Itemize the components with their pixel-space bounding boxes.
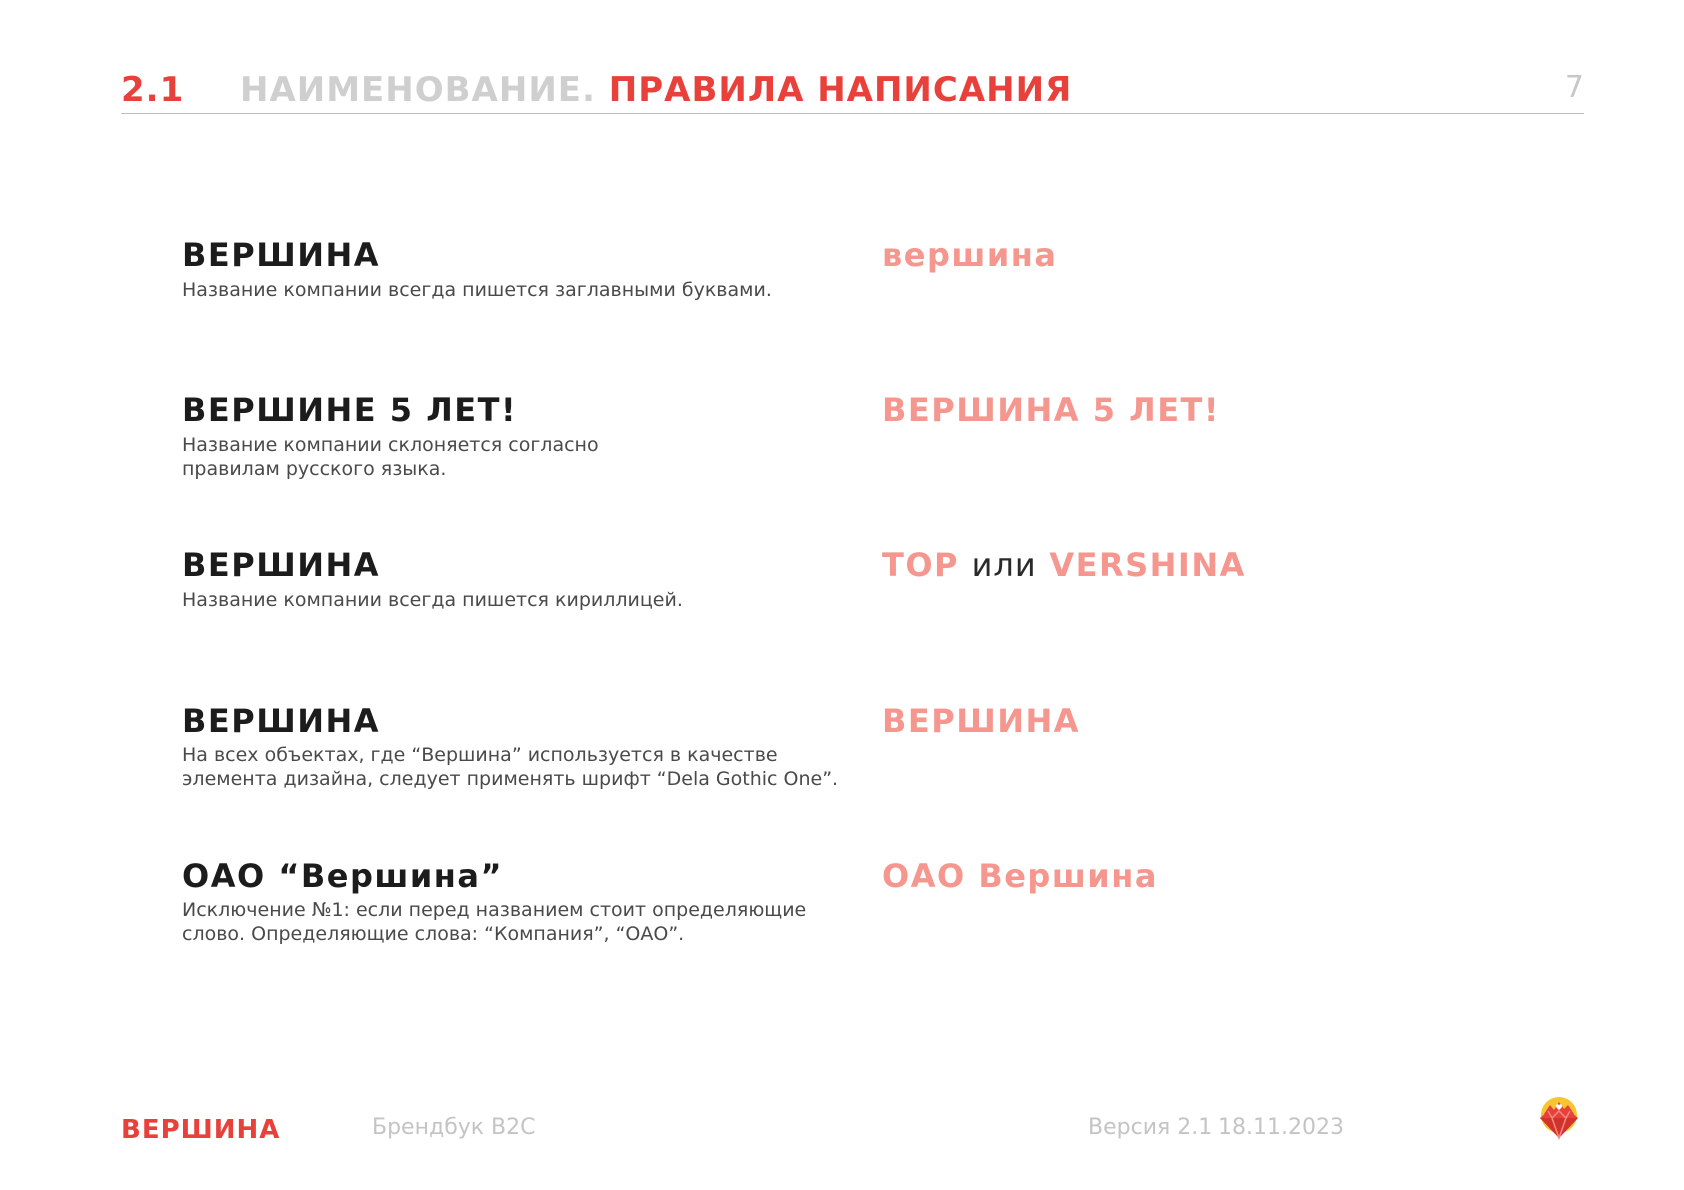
page-title-gray: НАИМЕНОВАНИЕ. xyxy=(240,70,609,110)
page-title xyxy=(240,70,1072,110)
footer-date: 18.11.2023 xyxy=(1218,1115,1344,1140)
rule-3-incorrect xyxy=(882,546,1246,584)
rule-5-description: Исключение №1: если перед названием стоит определяющие слово. Определяющие слова: “Компания”, “ОАО”. xyxy=(182,899,807,945)
rule-2-description: Название компании склоняется согласно правилам русского языка. xyxy=(182,434,599,480)
rule-1-description: Название компании всегда пишется заглавными буквами. xyxy=(182,279,772,301)
rule-3-incorrect-or: или xyxy=(971,546,1037,584)
rule-3-correct: ВЕРШИНА xyxy=(182,546,381,584)
rule-3-incorrect-vershina: VERSHINA xyxy=(1049,546,1246,584)
rule-1-correct: ВЕРШИНА xyxy=(182,236,381,274)
rule-3-incorrect-top: TOP xyxy=(882,546,959,584)
footer-version: Версия 2.1 xyxy=(1088,1115,1213,1140)
footer-logo: ВЕРШИНА xyxy=(121,1115,281,1145)
rule-1-incorrect: вершина xyxy=(882,236,1058,274)
page-number: 7 xyxy=(1564,70,1584,105)
rule-4-incorrect: ВЕРШИНА xyxy=(882,702,1081,740)
rule-4-correct: ВЕРШИНА xyxy=(182,702,381,740)
footer-doc-name: Брендбук B2C xyxy=(372,1115,536,1140)
rule-5-incorrect: ОАО Вершина xyxy=(882,857,1158,895)
page-title-red: ПРАВИЛА НАПИСАНИЯ xyxy=(608,70,1073,110)
rule-2-incorrect: ВЕРШИНА 5 ЛЕТ! xyxy=(882,391,1220,429)
rule-4-description: На всех объектах, где “Вершина” используется в качестве элемента дизайна, следует применять шрифт “Dela Gothic One”. xyxy=(182,744,839,790)
rule-3-description: Название компании всегда пишется кириллицей. xyxy=(182,589,683,611)
header-divider xyxy=(121,113,1584,114)
rule-5-correct: ОАО “Вершина” xyxy=(182,857,503,895)
section-number: 2.1 xyxy=(121,70,185,110)
rule-2-correct: ВЕРШИНЕ 5 ЛЕТ! xyxy=(182,391,518,429)
diamond-mountain-icon xyxy=(1536,1094,1582,1140)
